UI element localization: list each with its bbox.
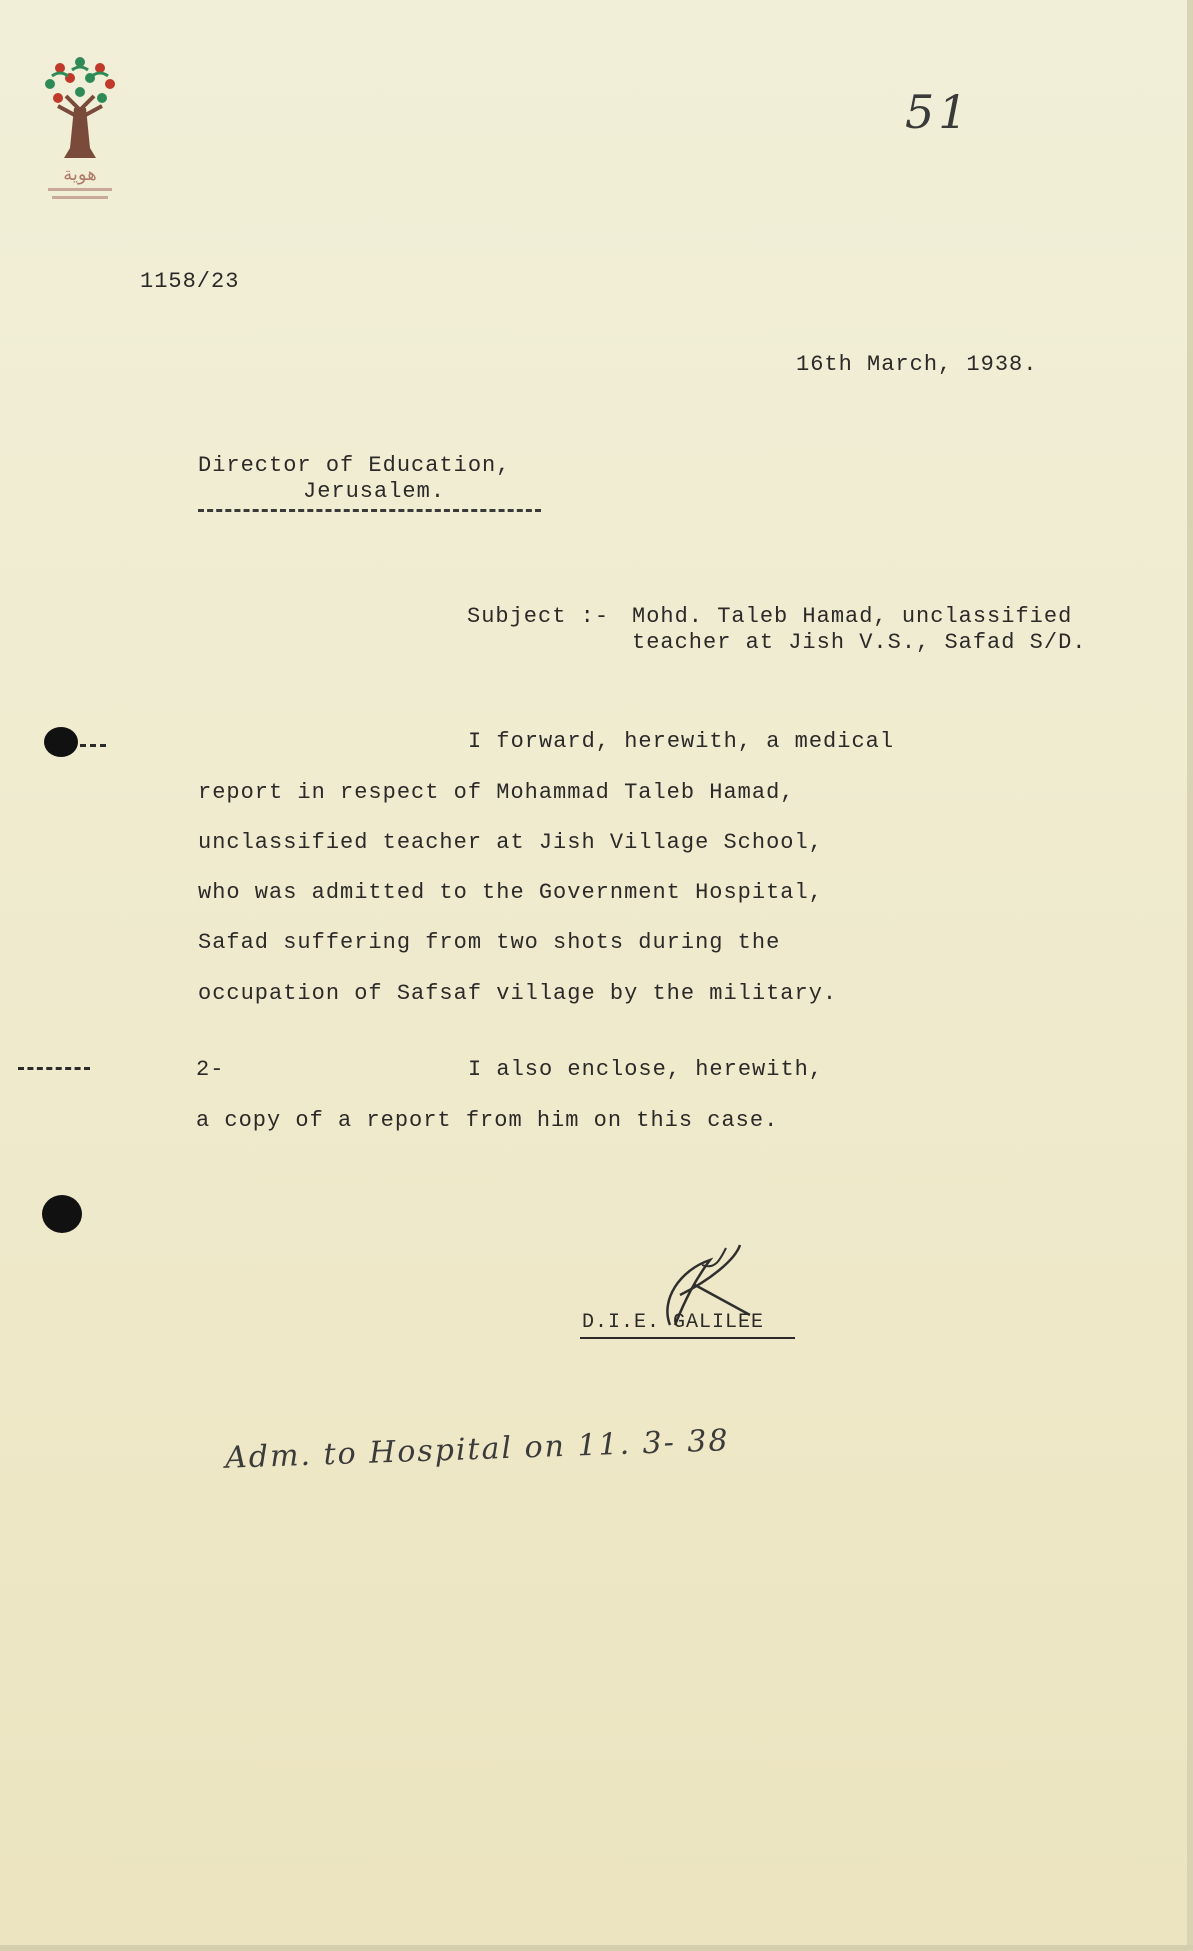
page-edge <box>1187 0 1193 1951</box>
subject-line-1: Mohd. Taleb Hamad, unclassified <box>632 604 1073 629</box>
paragraph-1-line: occupation of Safsaf village by the military. <box>198 981 838 1006</box>
signatory: D.I.E. GALILEE <box>582 1311 765 1334</box>
addressee-line-1: Director of Education, <box>198 453 511 478</box>
handwritten-note: Adm. to Hospital on 11. 3- 38 <box>224 1423 731 1476</box>
signatory-underline <box>580 1337 795 1339</box>
letter-date: 16th March, 1938. <box>796 352 1038 377</box>
margin-mark <box>80 744 106 747</box>
punch-hole <box>44 727 78 757</box>
punch-hole <box>42 1195 82 1233</box>
folio-number: 51 <box>905 85 972 139</box>
paragraph-1-line: report in respect of Mohammad Taleb Hamad, <box>198 780 795 805</box>
paragraph-1-line: who was admitted to the Government Hospital, <box>198 880 823 905</box>
paragraph-1-line: Safad suffering from two shots during the <box>198 930 781 955</box>
subject-label: Subject :- <box>467 604 610 629</box>
paragraph-1-line: unclassified teacher at Jish Village School, <box>198 830 823 855</box>
paragraph-2-line: I also enclose, herewith, <box>468 1057 824 1082</box>
page-edge <box>0 1945 1193 1951</box>
subject-line-2: teacher at Jish V.S., Safad S/D. <box>632 630 1087 655</box>
paragraph-2-number: 2- <box>196 1057 225 1082</box>
addressee-line-2: Jerusalem. <box>303 479 446 504</box>
archive-logo-caption: هوية <box>63 164 97 185</box>
paragraph-2-line: a copy of a report from him on this case. <box>196 1108 779 1133</box>
margin-mark <box>18 1067 90 1070</box>
file-reference: 1158/23 <box>140 269 240 294</box>
addressee-underline <box>198 509 541 512</box>
archive-logo <box>30 48 130 208</box>
paragraph-1-line: I forward, herewith, a medical <box>468 729 895 754</box>
